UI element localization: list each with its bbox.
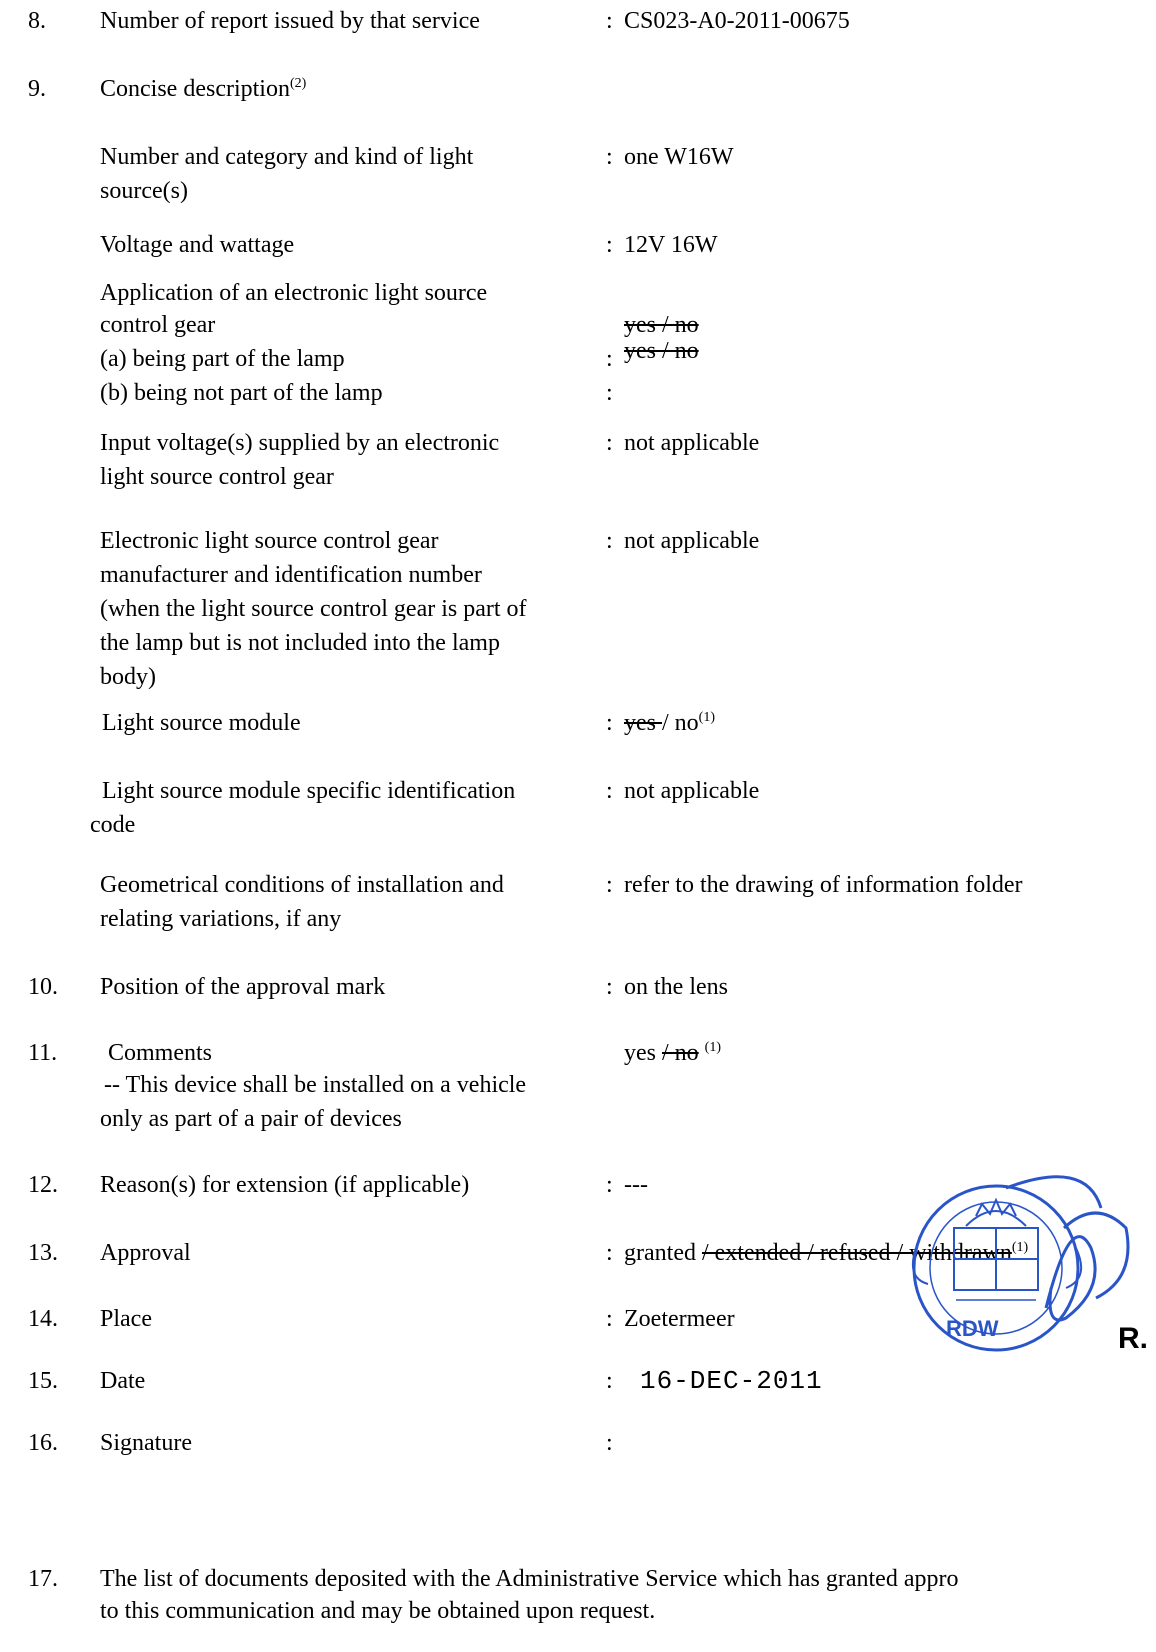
voltage-label: Voltage and wattage [100, 232, 295, 258]
gear-option-a: (a) being part of the lamp [100, 346, 345, 372]
gear-label-line1: Application of an electronic light source [100, 280, 488, 306]
documents-note-line1: The list of documents deposited with the Administrative Service which has granted appro [100, 1566, 959, 1592]
item-number-15: 15. [28, 1368, 58, 1394]
documents-note-line2: to this communication and may be obtained upon request. [100, 1598, 656, 1624]
date-value: 16-DEC-2011 [640, 1366, 823, 1396]
colon: : [606, 232, 613, 258]
light-source-label-line1: Number and category and kind of light [100, 144, 474, 170]
item-number-9: 9. [28, 76, 46, 102]
colon: : [606, 1240, 613, 1266]
concise-description-heading: Concise description$^{(2)}$ [100, 76, 307, 102]
report-number-label: Number of report issued by that service [100, 8, 480, 34]
colon: : [606, 710, 613, 736]
date-label: Date [100, 1368, 146, 1394]
geometry-label-line2: relating variations, if any [100, 906, 342, 932]
geometry-value: refer to the drawing of information folder [624, 872, 1023, 898]
comments-note-line1: -- This device shall be installed on a vehicle [104, 1072, 527, 1098]
item-number-11: 11. [28, 1040, 58, 1066]
light-source-label-line2: source(s) [100, 178, 188, 204]
gear-label-line2: control gear [100, 312, 216, 338]
module-code-label-line1: Light source module specific identification [102, 778, 516, 804]
colon: : [606, 1368, 613, 1394]
extension-reason-value: --- [624, 1172, 648, 1198]
approval-mark-value: on the lens [624, 974, 728, 1000]
gear-value-a: yes / no [624, 312, 699, 338]
module-label: Light source module [102, 710, 301, 736]
approval-label: Approval [100, 1240, 191, 1266]
colon: : [606, 872, 613, 898]
colon: : [606, 1172, 613, 1198]
gear-option-b: (b) being not part of the lamp [100, 380, 383, 406]
item-number-8: 8. [28, 8, 46, 34]
input-voltage-label-line1: Input voltage(s) supplied by an electronic [100, 430, 500, 456]
colon: : [606, 8, 613, 34]
report-number-value: CS023-A0-2011-00675 [624, 8, 850, 34]
item-number-10: 10. [28, 974, 58, 1000]
signature-initial: R. [1118, 1322, 1148, 1355]
module-code-label-line2: code [90, 812, 136, 838]
module-code-value: not applicable [624, 778, 760, 804]
item-number-17: 17. [28, 1566, 58, 1592]
gear-manufacturer-label-line3: (when the light source control gear is part of [100, 596, 527, 622]
comments-label: Comments [108, 1040, 213, 1066]
rdw-stamp [896, 1168, 1156, 1354]
geometry-label-line1: Geometrical conditions of installation and [100, 872, 504, 898]
place-label: Place [100, 1306, 152, 1332]
gear-manufacturer-label-line4: the lamp but is not included into the lamp [100, 630, 500, 656]
input-voltage-label-line2: light source control gear [100, 464, 334, 490]
colon: : [606, 144, 613, 170]
item-number-14: 14. [28, 1306, 58, 1332]
colon: : [606, 346, 613, 372]
approval-mark-label: Position of the approval mark [100, 974, 386, 1000]
colon: : [606, 778, 613, 804]
extension-reason-label: Reason(s) for extension (if applicable) [100, 1172, 470, 1198]
approval-value: granted / extended / refused / withdrawn$^{(1)}$ [624, 1240, 1029, 1266]
comments-note-line2: only as part of a pair of devices [100, 1106, 402, 1132]
signature-label: Signature [100, 1430, 192, 1456]
colon: : [606, 974, 613, 1000]
place-value: Zoetermeer [624, 1306, 735, 1332]
voltage-value: 12V 16W [624, 232, 718, 258]
comments-value: yes / no $^{(1)}$ [624, 1040, 721, 1066]
gear-value-b: yes / no [624, 338, 699, 364]
gear-manufacturer-label-line5: body) [100, 664, 156, 690]
colon: : [606, 1306, 613, 1332]
colon: : [606, 380, 613, 406]
colon: : [606, 528, 613, 554]
module-value: yes / $no^{(1)}$ [624, 710, 715, 736]
stamp-seal-icon [896, 1168, 1156, 1354]
item-number-13: 13. [28, 1240, 58, 1266]
stamp-rdw-text: RDW [946, 1316, 999, 1341]
item-number-16: 16. [28, 1430, 58, 1456]
gear-manufacturer-value: not applicable [624, 528, 760, 554]
light-source-value: one W16W [624, 144, 734, 170]
gear-manufacturer-label-line2: manufacturer and identification number [100, 562, 482, 588]
colon: : [606, 1430, 613, 1456]
colon: : [606, 430, 613, 456]
input-voltage-value: not applicable [624, 430, 760, 456]
item-number-12: 12. [28, 1172, 58, 1198]
gear-manufacturer-label-line1: Electronic light source control gear [100, 528, 439, 554]
